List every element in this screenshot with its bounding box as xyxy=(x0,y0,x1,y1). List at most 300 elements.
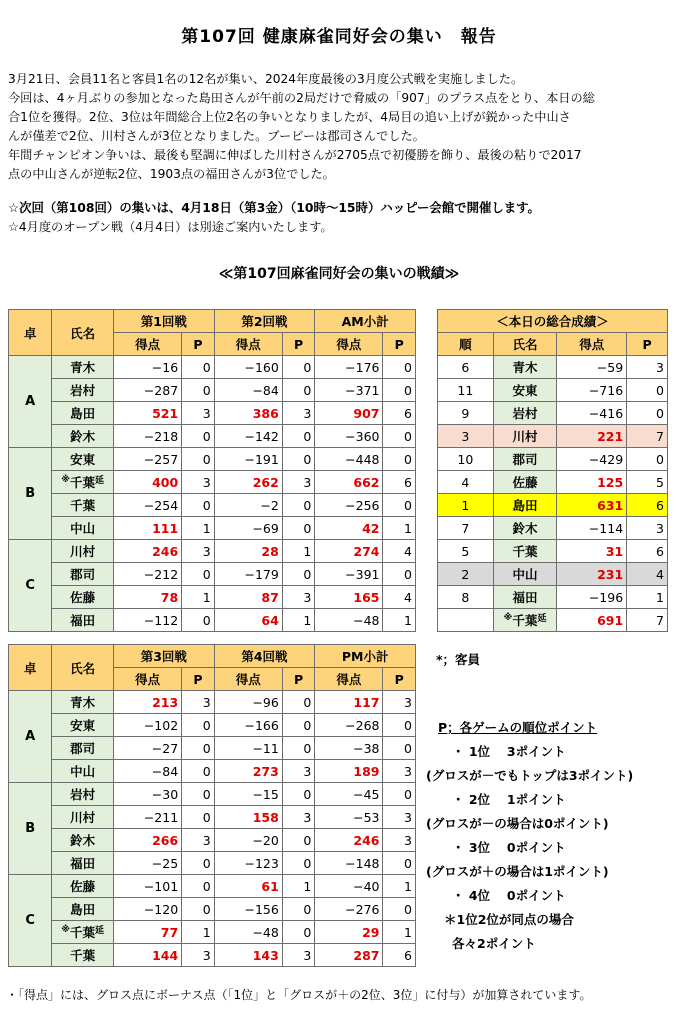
table-row xyxy=(9,852,416,875)
player-name-cell: 千葉 xyxy=(52,494,114,517)
header-score: 得点 xyxy=(557,333,627,356)
rank-cell: 2 xyxy=(438,563,494,586)
score-cell: −15 xyxy=(214,783,282,806)
points-cell: 1 xyxy=(383,875,416,898)
points-cell: 0 xyxy=(182,875,214,898)
table-row xyxy=(9,471,416,494)
score-cell: −191 xyxy=(214,448,282,471)
points-cell: 1 xyxy=(383,609,416,632)
score-cell: 274 xyxy=(315,540,383,563)
player-name-cell: 郡司 xyxy=(493,448,557,471)
intro-line: んが僅差で2位、川村さんが3位となりました。ブービーは郡司さんでした。 xyxy=(8,129,425,143)
player-name-cell: 鈴木 xyxy=(493,517,557,540)
score-cell: −142 xyxy=(214,425,282,448)
points-cell: 6 xyxy=(383,944,416,967)
score-cell: 246 xyxy=(315,829,383,852)
points-cell: 0 xyxy=(282,356,314,379)
points-cell: 0 xyxy=(182,783,214,806)
overall-row xyxy=(438,540,668,563)
header-points: P xyxy=(383,333,416,356)
score-cell: 266 xyxy=(113,829,181,852)
points-cell: 0 xyxy=(627,379,668,402)
points-cell: 1 xyxy=(182,921,214,944)
header-game: 第4回戦 xyxy=(214,645,315,668)
table-label: A xyxy=(9,356,52,448)
score-cell: −27 xyxy=(113,737,181,760)
points-cell: 3 xyxy=(383,691,416,714)
guest-mark: 延 xyxy=(95,476,105,486)
guest-mark: ※ xyxy=(61,475,70,485)
score-cell: 691 xyxy=(557,609,627,632)
score-cell: −176 xyxy=(315,356,383,379)
points-cell: 0 xyxy=(182,852,214,875)
points-cell: 3 xyxy=(182,402,214,425)
score-cell: −391 xyxy=(315,563,383,586)
header-points: P xyxy=(282,333,314,356)
points-cell: 0 xyxy=(282,379,314,402)
score-cell: −254 xyxy=(113,494,181,517)
score-cell: −123 xyxy=(214,852,282,875)
score-cell: −102 xyxy=(113,714,181,737)
points-cell: 0 xyxy=(383,852,416,875)
points-cell: 0 xyxy=(182,806,214,829)
points-cell: 1 xyxy=(282,875,314,898)
header-score: 得点 xyxy=(113,333,181,356)
header-rank: 順 xyxy=(438,333,494,356)
overall-row xyxy=(438,356,668,379)
points-cell: 3 xyxy=(627,517,668,540)
table-row xyxy=(9,586,416,609)
score-cell: −30 xyxy=(113,783,181,806)
score-cell: 907 xyxy=(315,402,383,425)
header-score: 得点 xyxy=(214,333,282,356)
points-cell: 0 xyxy=(282,494,314,517)
points-cell: 3 xyxy=(383,829,416,852)
rank-cell: 4 xyxy=(438,471,494,494)
overall-title-row xyxy=(438,310,668,333)
points-cell: 7 xyxy=(627,425,668,448)
player-name-cell: 佐藤 xyxy=(52,586,114,609)
guest-mark: ※ xyxy=(503,613,513,623)
points-cell: 0 xyxy=(182,494,214,517)
score-cell: 77 xyxy=(113,921,181,944)
points-cell: 0 xyxy=(182,737,214,760)
intro-text xyxy=(8,70,672,184)
score-cell: −112 xyxy=(113,609,181,632)
score-cell: 111 xyxy=(113,517,181,540)
header-score: 得点 xyxy=(214,668,282,691)
points-note-line: ・ 2位 1ポイント xyxy=(452,792,566,807)
points-cell: 0 xyxy=(383,425,416,448)
points-cell: 4 xyxy=(627,563,668,586)
overall-results-table xyxy=(437,309,668,632)
score-cell: 521 xyxy=(113,402,181,425)
points-cell: 0 xyxy=(182,448,214,471)
score-cell: 158 xyxy=(214,806,282,829)
player-name-cell: 川村 xyxy=(493,425,557,448)
overall-row xyxy=(438,609,668,632)
points-note-line: ・ 4位 0ポイント xyxy=(452,888,566,903)
intro-line: 3月21日、会員11名と客員1名の12名が集い、2024年度最後の3月度公式戦を実施しました。 xyxy=(8,72,524,86)
player-name-cell: 郡司 xyxy=(52,563,114,586)
score-cell: 125 xyxy=(557,471,627,494)
points-cell: 6 xyxy=(627,494,668,517)
header-game: 第2回戦 xyxy=(214,310,315,333)
player-name-cell: 青木 xyxy=(493,356,557,379)
player-name-cell: 千葉 xyxy=(52,944,114,967)
score-cell: 29 xyxy=(315,921,383,944)
overall-row xyxy=(438,448,668,471)
guest-mark: 延 xyxy=(95,926,105,936)
am-results-table xyxy=(8,309,416,632)
score-cell: 189 xyxy=(315,760,383,783)
points-cell: 0 xyxy=(383,714,416,737)
points-cell: 6 xyxy=(383,471,416,494)
overall-row xyxy=(438,517,668,540)
table-row xyxy=(9,783,416,806)
points-cell: 7 xyxy=(627,609,668,632)
points-cell: 0 xyxy=(182,563,214,586)
header-game: PM小計 xyxy=(315,645,416,668)
points-cell: 0 xyxy=(627,448,668,471)
player-name-cell: 鈴木 xyxy=(52,829,114,852)
score-cell: −268 xyxy=(315,714,383,737)
score-cell: −218 xyxy=(113,425,181,448)
score-cell: −53 xyxy=(315,806,383,829)
header-game: 第3回戦 xyxy=(113,645,214,668)
player-name-cell: 福田 xyxy=(493,586,557,609)
player-name-cell: 佐藤 xyxy=(493,471,557,494)
table-row xyxy=(9,875,416,898)
score-cell: −84 xyxy=(214,379,282,402)
points-note-line: (グロスが＋の場合は1ポイント) xyxy=(426,864,609,879)
guest-mark: 延 xyxy=(537,614,547,624)
points-cell: 3 xyxy=(282,402,314,425)
header-game: 第1回戦 xyxy=(113,310,214,333)
points-cell: 0 xyxy=(282,691,314,714)
footnote: ・「得点」には、グロス点にボーナス点（「1位」と「グロスが＋の2位、3位」に付与）が加算されています。 xyxy=(6,988,592,1002)
page-title: 第107回 健康麻雀同好会の集い 報告 xyxy=(181,27,497,47)
header-name: 氏名 xyxy=(52,645,114,691)
points-cell: 1 xyxy=(182,586,214,609)
table-row xyxy=(9,714,416,737)
score-cell: −114 xyxy=(557,517,627,540)
score-cell: 287 xyxy=(315,944,383,967)
points-note-line: ＊1位2位が同点の場合 xyxy=(444,912,574,927)
points-cell: 5 xyxy=(627,471,668,494)
points-cell: 4 xyxy=(383,586,416,609)
points-cell: 0 xyxy=(627,402,668,425)
points-cell: 0 xyxy=(383,356,416,379)
points-cell: 0 xyxy=(182,379,214,402)
score-cell: −120 xyxy=(113,898,181,921)
score-cell: 31 xyxy=(557,540,627,563)
points-cell: 0 xyxy=(383,783,416,806)
table-row xyxy=(9,402,416,425)
player-name-cell: 安東 xyxy=(493,379,557,402)
header-score: 得点 xyxy=(315,333,383,356)
score-cell: −429 xyxy=(557,448,627,471)
score-cell: 631 xyxy=(557,494,627,517)
player-name-cell: 青木 xyxy=(52,356,114,379)
table-row xyxy=(9,691,416,714)
score-cell: −257 xyxy=(113,448,181,471)
table-row xyxy=(9,356,416,379)
header-row xyxy=(9,310,416,333)
score-cell: −276 xyxy=(315,898,383,921)
rank-cell: 6 xyxy=(438,356,494,379)
intro-line: 点の中山さんが逆転2位、1903点の福田さんが3位でした。 xyxy=(8,167,335,181)
points-cell: 3 xyxy=(182,829,214,852)
points-cell: 0 xyxy=(282,898,314,921)
score-cell: −212 xyxy=(113,563,181,586)
points-cell: 0 xyxy=(282,852,314,875)
player-name-cell: 島田 xyxy=(52,402,114,425)
player-name-cell: 青木 xyxy=(52,691,114,714)
score-cell: −211 xyxy=(113,806,181,829)
score-cell: 400 xyxy=(113,471,181,494)
rank-cell: 5 xyxy=(438,540,494,563)
score-cell: 143 xyxy=(214,944,282,967)
rank-cell: 8 xyxy=(438,586,494,609)
score-cell: −256 xyxy=(315,494,383,517)
score-cell: −101 xyxy=(113,875,181,898)
table-row xyxy=(9,540,416,563)
table-label: C xyxy=(9,540,52,632)
player-name-cell: ※千葉$^延$ xyxy=(52,921,114,944)
score-cell: −40 xyxy=(315,875,383,898)
points-cell: 0 xyxy=(282,563,314,586)
points-cell: 0 xyxy=(383,898,416,921)
rank-cell: 9 xyxy=(438,402,494,425)
overall-row xyxy=(438,494,668,517)
points-cell: 0 xyxy=(182,898,214,921)
points-notes xyxy=(426,716,633,956)
next-meeting-notice: ☆次回（第108回）の集いは、4月18日（第3金）（10時～15時）ハッピー会館で開催します。 xyxy=(8,200,540,215)
results-section-title: ≪第107回麻雀同好会の集いの戦績≫ xyxy=(218,266,460,282)
points-cell: 3 xyxy=(282,471,314,494)
table-row xyxy=(9,898,416,921)
points-cell: 0 xyxy=(182,425,214,448)
points-cell: 0 xyxy=(282,783,314,806)
intro-line: 合1位を獲得。2位、3位は年間総合上位2名の争いとなりましたが、4局目の追い上げが鋭かった中山さ xyxy=(8,110,571,124)
points-cell: 0 xyxy=(282,448,314,471)
player-name-cell: 中山 xyxy=(52,760,114,783)
header-table: 卓 xyxy=(9,645,52,691)
score-cell: −38 xyxy=(315,737,383,760)
table-row xyxy=(9,517,416,540)
score-cell: −25 xyxy=(113,852,181,875)
points-note-line: (グロスが－でもトップは3ポイント) xyxy=(426,768,634,783)
player-name-cell: 川村 xyxy=(52,540,114,563)
header-row xyxy=(438,333,668,356)
score-cell: 165 xyxy=(315,586,383,609)
points-cell: 6 xyxy=(627,540,668,563)
score-cell: 262 xyxy=(214,471,282,494)
table-row xyxy=(9,494,416,517)
rank-cell: 10 xyxy=(438,448,494,471)
points-cell: 3 xyxy=(282,760,314,783)
points-cell: 0 xyxy=(383,448,416,471)
header-row xyxy=(9,645,416,668)
player-name-cell: 安東 xyxy=(52,714,114,737)
table-row xyxy=(9,829,416,852)
points-cell: 1 xyxy=(282,540,314,563)
score-cell: 42 xyxy=(315,517,383,540)
header-game: AM小計 xyxy=(315,310,416,333)
player-name-cell: ※千葉$^延$ xyxy=(52,471,114,494)
points-cell: 1 xyxy=(627,586,668,609)
points-cell: 0 xyxy=(383,737,416,760)
score-cell: 246 xyxy=(113,540,181,563)
points-cell: 1 xyxy=(182,517,214,540)
score-cell: −2 xyxy=(214,494,282,517)
header-points: P xyxy=(282,668,314,691)
points-cell: 3 xyxy=(182,691,214,714)
points-cell: 0 xyxy=(282,737,314,760)
table-label: C xyxy=(9,875,52,967)
points-cell: 0 xyxy=(383,379,416,402)
player-name-cell: 佐藤 xyxy=(52,875,114,898)
score-cell: −11 xyxy=(214,737,282,760)
header-name: 氏名 xyxy=(52,310,114,356)
score-cell: −148 xyxy=(315,852,383,875)
player-name-cell: 岩村 xyxy=(52,379,114,402)
points-cell: 6 xyxy=(383,402,416,425)
points-cell: 0 xyxy=(182,760,214,783)
header-points: P xyxy=(383,668,416,691)
guest-legend: *；客員 xyxy=(436,652,481,667)
score-cell: 386 xyxy=(214,402,282,425)
pm-results-table xyxy=(8,644,416,967)
overall-row xyxy=(438,471,668,494)
table-row xyxy=(9,806,416,829)
score-cell: 213 xyxy=(113,691,181,714)
overall-row xyxy=(438,379,668,402)
score-cell: 28 xyxy=(214,540,282,563)
score-cell: −179 xyxy=(214,563,282,586)
header-table: 卓 xyxy=(9,310,52,356)
points-cell: 1 xyxy=(282,609,314,632)
player-name-cell: 福田 xyxy=(52,852,114,875)
table-row xyxy=(9,760,416,783)
player-name-cell: 福田 xyxy=(52,609,114,632)
points-cell: 3 xyxy=(383,760,416,783)
points-cell: 0 xyxy=(282,829,314,852)
points-cell: 3 xyxy=(282,806,314,829)
overall-row xyxy=(438,563,668,586)
rank-cell: 3 xyxy=(438,425,494,448)
points-note-line: (グロスが－の場合は0ポイント) xyxy=(426,816,609,831)
score-cell: 64 xyxy=(214,609,282,632)
player-name-cell: ※千葉$^延$ xyxy=(493,609,557,632)
player-name-cell: 岩村 xyxy=(493,402,557,425)
points-cell: 0 xyxy=(182,356,214,379)
points-cell: 0 xyxy=(182,714,214,737)
table-label: B xyxy=(9,783,52,875)
header-points: P xyxy=(182,333,214,356)
table-row xyxy=(9,379,416,402)
score-cell: −48 xyxy=(315,609,383,632)
points-cell: 3 xyxy=(383,806,416,829)
player-name-cell: 中山 xyxy=(493,563,557,586)
player-name-cell: 安東 xyxy=(52,448,114,471)
points-cell: 0 xyxy=(282,921,314,944)
points-cell: 0 xyxy=(383,494,416,517)
player-name-cell: 岩村 xyxy=(52,783,114,806)
score-cell: 144 xyxy=(113,944,181,967)
points-note-line: ・ 1位 3ポイント xyxy=(452,744,566,759)
header-name: 氏名 xyxy=(493,333,557,356)
score-cell: −156 xyxy=(214,898,282,921)
score-cell: 61 xyxy=(214,875,282,898)
score-cell: −416 xyxy=(557,402,627,425)
score-cell: −16 xyxy=(113,356,181,379)
player-name-cell: 鈴木 xyxy=(52,425,114,448)
overall-row xyxy=(438,586,668,609)
score-cell: −287 xyxy=(113,379,181,402)
header-points: P xyxy=(627,333,668,356)
points-notes-title: P；各ゲームの順位ポイント xyxy=(438,720,598,735)
score-cell: −96 xyxy=(214,691,282,714)
table-row xyxy=(9,609,416,632)
points-cell: 1 xyxy=(383,921,416,944)
score-cell: 662 xyxy=(315,471,383,494)
points-cell: 3 xyxy=(182,471,214,494)
open-match-notice: ☆4月度のオープン戦（4月4日）は別途ご案内いたします。 xyxy=(8,220,333,234)
header-score: 得点 xyxy=(113,668,181,691)
score-cell: 87 xyxy=(214,586,282,609)
rank-cell xyxy=(438,609,494,632)
points-cell: 1 xyxy=(383,517,416,540)
player-name-cell: 中山 xyxy=(52,517,114,540)
player-name-cell: 島田 xyxy=(493,494,557,517)
score-cell: −371 xyxy=(315,379,383,402)
rank-cell: 7 xyxy=(438,517,494,540)
rank-cell: 11 xyxy=(438,379,494,402)
points-cell: 4 xyxy=(383,540,416,563)
table-row xyxy=(9,737,416,760)
intro-line: 今回は、4ヶ月ぶりの参加となった島田さんが午前の2局だけで脅威の「907」のプラス点をとり、本日の総 xyxy=(8,91,595,105)
score-cell: −59 xyxy=(557,356,627,379)
score-cell: −20 xyxy=(214,829,282,852)
score-cell: −196 xyxy=(557,586,627,609)
points-cell: 3 xyxy=(282,944,314,967)
score-cell: −48 xyxy=(214,921,282,944)
intro-line: 年間チャンピオン争いは、最後も堅調に伸ばした川村さんが2705点で初優勝を飾り、最後の粘りで2017 xyxy=(8,148,582,162)
player-name-cell: 川村 xyxy=(52,806,114,829)
table-row xyxy=(9,921,416,944)
table-row xyxy=(9,448,416,471)
player-name-cell: 郡司 xyxy=(52,737,114,760)
overall-title: ＜本日の総合成績＞ xyxy=(438,310,668,333)
overall-row xyxy=(438,402,668,425)
score-cell: −360 xyxy=(315,425,383,448)
points-cell: 0 xyxy=(282,425,314,448)
table-label: A xyxy=(9,691,52,783)
score-cell: 117 xyxy=(315,691,383,714)
points-cell: 3 xyxy=(282,586,314,609)
score-cell: −69 xyxy=(214,517,282,540)
score-cell: −160 xyxy=(214,356,282,379)
score-cell: 273 xyxy=(214,760,282,783)
header-points: P xyxy=(182,668,214,691)
points-note-line: 各々2ポイント xyxy=(452,936,536,951)
overall-row xyxy=(438,425,668,448)
points-cell: 0 xyxy=(282,517,314,540)
score-cell: 221 xyxy=(557,425,627,448)
points-note-line: ・ 3位 0ポイント xyxy=(452,840,566,855)
